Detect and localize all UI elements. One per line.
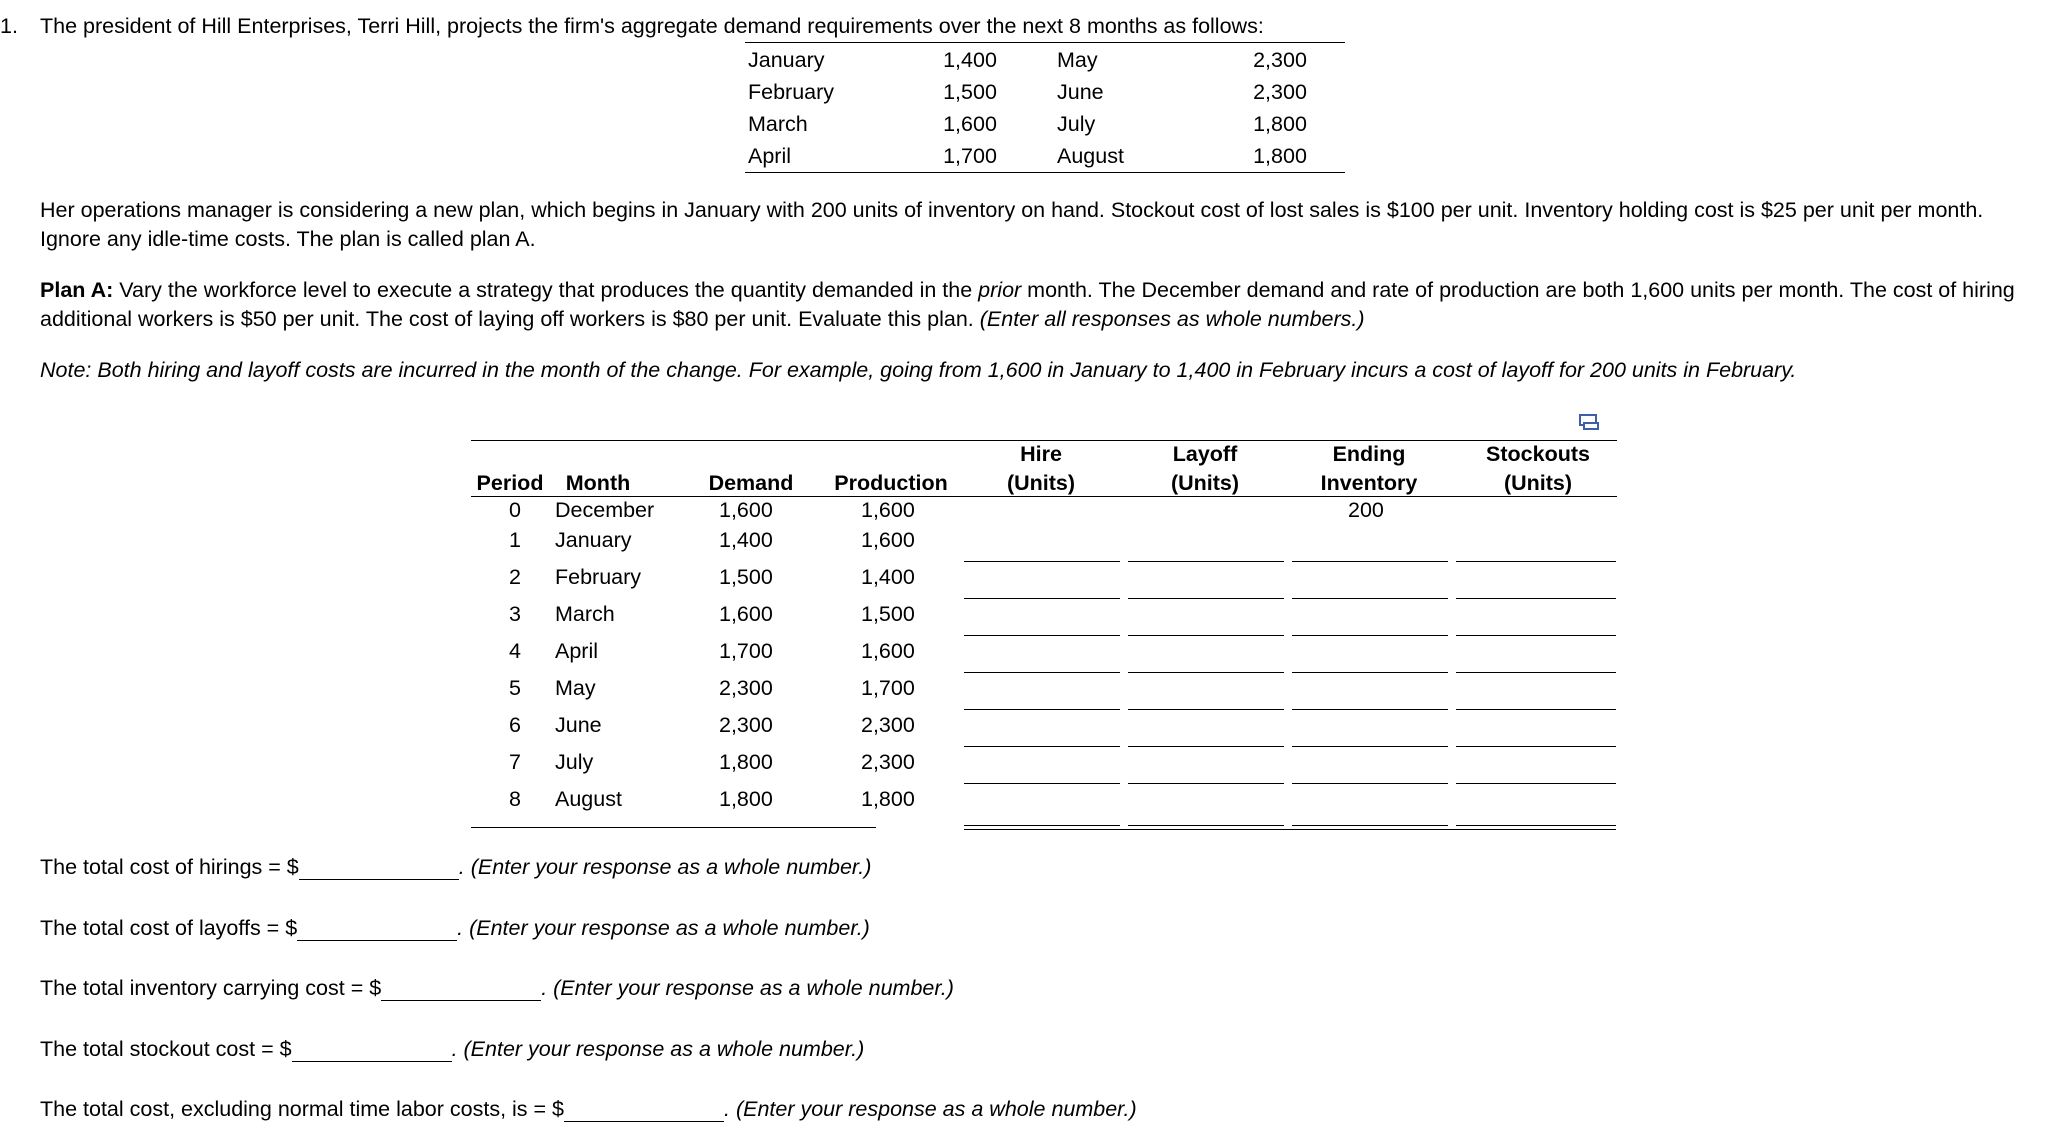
- period-cell: 7: [509, 750, 521, 774]
- question-intro: The president of Hill Enterprises, Terri Hill, projects the firm's aggregate demand requirements over the next 8 months as follows:: [40, 14, 1264, 38]
- production-cell: 1,700: [861, 676, 915, 700]
- total-cost-row: The total cost, excluding normal time labor costs, is = $ . (Enter your response as a whole number.): [40, 1097, 1137, 1121]
- demand-cell: 2,300: [719, 713, 773, 737]
- ending-inventory-input[interactable]: [1292, 825, 1448, 826]
- stockouts-input[interactable]: [1456, 672, 1616, 673]
- layoff-input[interactable]: [1128, 672, 1284, 673]
- production-cell: 1,500: [861, 602, 915, 626]
- header-ending-inventory: Ending Inventory: [1320, 442, 1418, 495]
- question-number: 1.: [0, 14, 18, 38]
- ending-inventory-input[interactable]: [1292, 561, 1448, 562]
- layoff-input[interactable]: [1128, 709, 1284, 710]
- ending-inventory-cell: 200: [1348, 498, 1384, 522]
- stockouts-input[interactable]: [1456, 709, 1616, 710]
- hire-input[interactable]: [964, 635, 1120, 636]
- period-cell: 1: [509, 528, 521, 552]
- month-cell: March: [555, 602, 615, 626]
- ending-inventory-input[interactable]: [1292, 783, 1448, 784]
- total-stockout-row: The total stockout cost = $ . (Enter your response as a whole number.): [40, 1037, 865, 1061]
- plan-a-paragraph: Plan A: Vary the workforce level to execute a strategy that produces the quantity demanded in the prior month. The December demand and rate of production are both 1,600 units per month. The cost of hiring additional workers is $50 per unit. The cost of laying off workers is $80 per unit. Evaluate this plan. (Enter all responses as whole numbers.): [40, 278, 2015, 331]
- demand-cell: 1,600: [719, 602, 773, 626]
- production-cell: 1,400: [861, 565, 915, 589]
- hire-input[interactable]: [964, 783, 1120, 784]
- period-cell: 3: [509, 602, 521, 626]
- production-cell: 1,800: [861, 787, 915, 811]
- month-cell: August: [555, 787, 622, 811]
- hire-input[interactable]: [964, 598, 1120, 599]
- stockouts-input[interactable]: [1456, 783, 1616, 784]
- ending-inventory-input[interactable]: [1292, 635, 1448, 636]
- month-cell: July: [555, 750, 594, 774]
- period-cell: 6: [509, 713, 521, 737]
- period-cell: 0: [509, 498, 521, 522]
- scenario-paragraph: Her operations manager is considering a new plan, which begins in January with 200 units of inventory on hand. Stockout cost of lost sales is $100 per unit. Inventory holding cost is $25 per unit per month. Ignore any idle-time costs. The plan is called plan A.: [40, 198, 1984, 251]
- month-cell: February: [555, 565, 642, 589]
- month-cell: April: [555, 639, 599, 663]
- hire-input[interactable]: [964, 672, 1120, 673]
- ending-inventory-input[interactable]: [1292, 709, 1448, 710]
- period-cell: 5: [509, 676, 521, 700]
- hire-input[interactable]: [964, 709, 1120, 710]
- layoff-input[interactable]: [1128, 746, 1284, 747]
- demand-cell: 1,500: [719, 565, 773, 589]
- total-inventory-row: The total inventory carrying cost = $ . (Enter your response as a whole number.): [40, 976, 954, 1000]
- ending-inventory-input[interactable]: [1292, 598, 1448, 599]
- demand-cell: 1,400: [719, 528, 773, 552]
- month-cell: June: [555, 713, 602, 737]
- hire-input[interactable]: [964, 746, 1120, 747]
- month-cell: May: [555, 676, 596, 700]
- stockouts-input[interactable]: [1456, 746, 1616, 747]
- demand-table: [745, 44, 1345, 172]
- period-cell: 8: [509, 787, 521, 811]
- total-inventory-input[interactable]: [381, 976, 541, 1001]
- demand-row: April 1,700 August 1,800: [748, 144, 1307, 168]
- layoff-input[interactable]: [1128, 561, 1284, 562]
- demand-row: March 1,600 July 1,800: [748, 112, 1307, 136]
- period-cell: 4: [509, 639, 521, 663]
- stockouts-input[interactable]: [1456, 635, 1616, 636]
- total-stockout-input[interactable]: [292, 1037, 452, 1062]
- header-production: Production: [834, 471, 948, 495]
- layoff-input[interactable]: [1128, 598, 1284, 599]
- ending-inventory-input[interactable]: [1292, 746, 1448, 747]
- ending-inventory-input[interactable]: [1292, 672, 1448, 673]
- month-cell: January: [555, 528, 632, 552]
- demand-cell: 1,800: [719, 787, 773, 811]
- demand-cell: 1,800: [719, 750, 773, 774]
- stockouts-input[interactable]: [1456, 825, 1616, 826]
- header-period: Period: [476, 471, 544, 495]
- production-cell: 2,300: [861, 713, 915, 737]
- production-cell: 1,600: [861, 498, 915, 522]
- period-cell: 2: [509, 565, 521, 589]
- production-cell: 1,600: [861, 528, 915, 552]
- layoff-input[interactable]: [1128, 825, 1284, 826]
- hire-input[interactable]: [964, 825, 1120, 826]
- demand-cell: 1,700: [719, 639, 773, 663]
- demand-row: February 1,500 June 2,300: [748, 80, 1307, 104]
- demand-cell: 2,300: [719, 676, 773, 700]
- stockouts-input[interactable]: [1456, 561, 1616, 562]
- production-cell: 1,600: [861, 639, 915, 663]
- header-hire: Hire (Units): [1006, 442, 1076, 495]
- plan-a-hint: (Enter all responses as whole numbers.): [979, 307, 1365, 331]
- total-hirings-input[interactable]: [299, 855, 459, 880]
- plan-a-label: Plan A:: [40, 278, 114, 302]
- total-layoffs-row: The total cost of layoffs = $ . (Enter your response as a whole number.): [40, 916, 870, 940]
- demand-cell: 1,600: [719, 498, 773, 522]
- note-paragraph: Note: Both hiring and layoff costs are incurred in the month of the change. For example, going from 1,600 in January to 1,400 in February incurs a cost of layoff for 200 units in February.: [40, 358, 1797, 382]
- hire-input[interactable]: [964, 561, 1120, 562]
- stockouts-input[interactable]: [1456, 598, 1616, 599]
- demand-row: January 1,400 May 2,300: [748, 48, 1307, 72]
- total-hirings-row: The total cost of hirings = $ . (Enter your response as a whole number.): [40, 855, 872, 879]
- header-demand: Demand: [708, 471, 794, 495]
- total-cost-input[interactable]: [564, 1097, 724, 1122]
- layoff-input[interactable]: [1128, 635, 1284, 636]
- header-month: Month: [565, 471, 631, 495]
- month-cell: December: [555, 498, 655, 522]
- header-stockouts: Stockouts (Units): [1486, 442, 1590, 495]
- layoff-input[interactable]: [1128, 783, 1284, 784]
- copy-icon[interactable]: [1578, 413, 1600, 431]
- total-layoffs-input[interactable]: [297, 916, 457, 941]
- production-cell: 2,300: [861, 750, 915, 774]
- header-layoff: Layoff (Units): [1170, 442, 1240, 495]
